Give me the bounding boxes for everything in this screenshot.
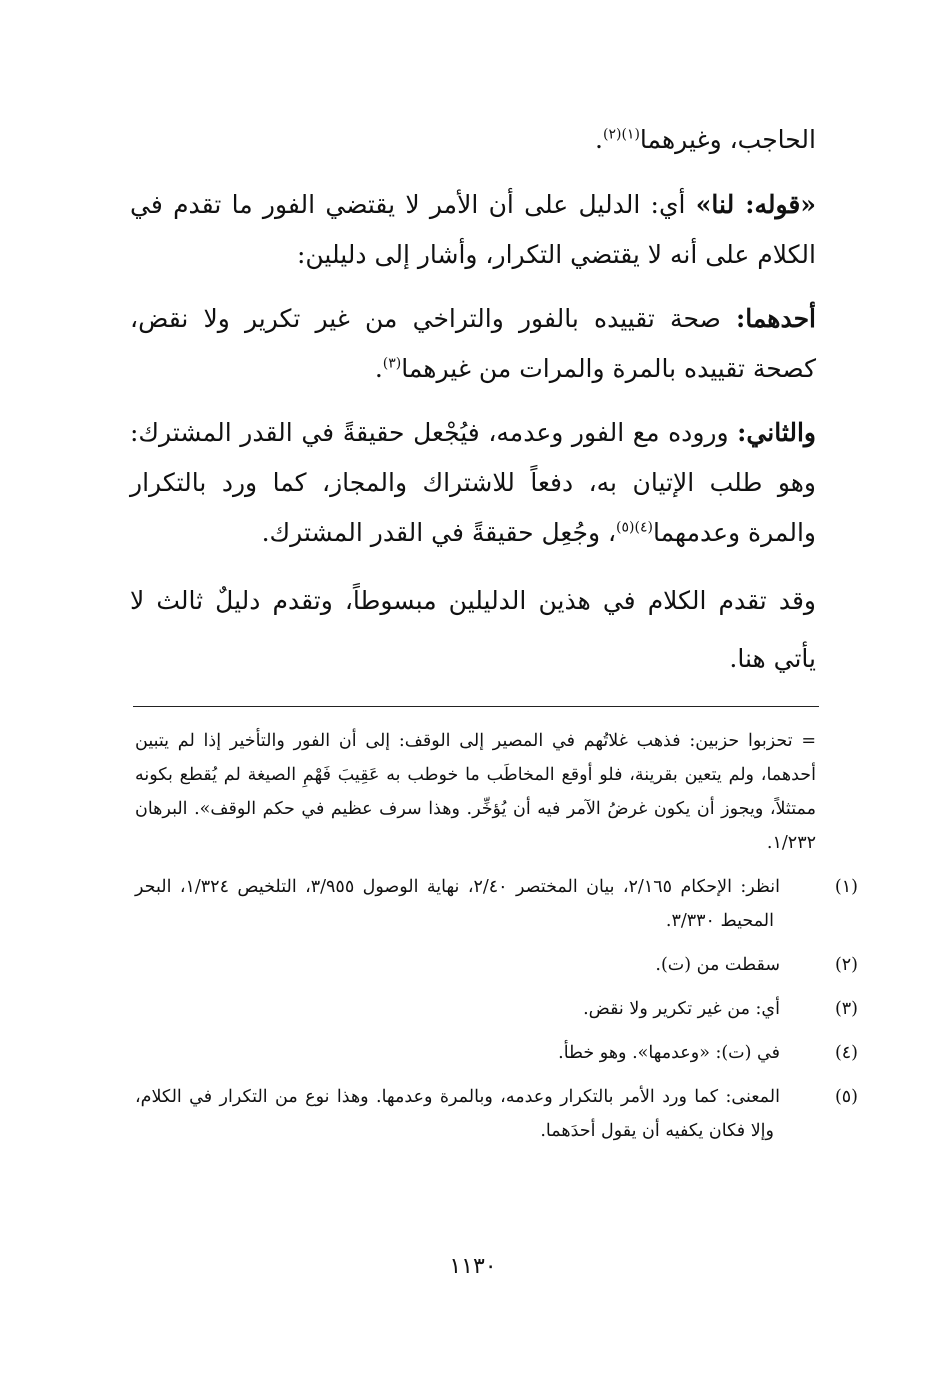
footnotes <box>135 724 858 1148</box>
footnote-number: (١) <box>834 877 858 897</box>
text-p0: الحاجب، وغيرهما <box>639 125 816 154</box>
lead-term: «قوله: لنا» <box>695 190 816 219</box>
footnote-number: (٤) <box>834 1043 858 1063</box>
footnote-ref: (١)(٢) <box>602 126 640 143</box>
footnote-ref: (٣) <box>382 355 402 372</box>
footnote-1 <box>135 870 858 938</box>
text-p1: أي: الدليل على أن الأمر لا يقتضي الفور ما تقدم في الكلام على أنه لا يقتضي التكرار، وأشار إلى دليلين: <box>130 190 816 269</box>
lead-term: أحدهما: <box>735 304 816 333</box>
body-text <box>130 115 816 688</box>
footnote-number: (٥) <box>834 1087 858 1107</box>
footnote-4 <box>135 1036 858 1070</box>
paragraph-2 <box>130 294 816 394</box>
footnote-number: (٢) <box>834 955 858 975</box>
text-p0-end: . <box>595 125 603 154</box>
page-number: ١١٣٠ <box>449 1254 497 1279</box>
footnote-text: المعنى: كما ورد الأمر بالتكرار وعدمه، وبالمرة وعدمها. وهذا نوع من التكرار في الكلام، وإلا فكان يكفيه أن يقول أحدَهما. <box>135 1087 780 1141</box>
footnote-ref: (٤)(٥) <box>616 519 653 536</box>
footnote-text: أي: من غير تكرير ولا نقض. <box>583 999 780 1019</box>
footnote-number: (٣) <box>834 999 858 1019</box>
paragraph-3 <box>130 408 816 558</box>
footnote-text: سقطت من (ت). <box>655 955 780 975</box>
footnote-3 <box>135 992 858 1026</box>
footnote-separator <box>133 706 819 707</box>
paragraph-4 <box>130 572 816 688</box>
text-p2: صحة تقييده بالفور والتراخي من غير تكرير ولا نقض، كصحة تقييده بالمرة والمرات من غيرهما <box>130 304 816 383</box>
paragraph-1 <box>130 180 816 280</box>
footnote-2 <box>135 948 858 982</box>
text-p3: وروده مع الفور وعدمه، فيُجْعل حقيقةً في القدر المشترك: وهو طلب الإتيان به، دفعاً للاشتراك والمجاز، كما ورد بالتكرار والمرة وعدمهما <box>130 418 816 547</box>
text-p2-end: . <box>374 354 383 383</box>
lead-term: والثاني: <box>737 418 816 447</box>
footnote-text: انظر: الإحكام ٢/١٦٥، بيان المختصر ٢/٤٠، نهاية الوصول ٣/٩٥٥، التلخيص ١/٣٢٤، البحر المحيط ٣/٣٣٠. <box>135 877 780 931</box>
text-p3-end: ، وجُعِل حقيقةً في القدر المشترك. <box>261 518 617 547</box>
footnote-continuation: = تحزبوا حزبين: فذهب غلاتُهم في المصير إلى الوقف: إلى أن الفور والتأخير إذا لم يتبين أحدهما، ولم يتعين بقرينة، فلو أوقع المخاطَب ما خوطب به عَقِيبَ فَهْمِ الصيغة لم يُقطع بكونه ممتثلاً، ويجوز أن يكون غرضُ الآمر فيه أن يُؤخِّر. وهذا سرف عظيم في حكم الوقف». البرهان ١/٢٣٢. <box>135 731 816 853</box>
footnote-text: في (ت): «وعدمها». وهو خطأ. <box>558 1043 780 1063</box>
paragraph-0 <box>130 115 816 165</box>
text-p4: وقد تقدم الكلام في هذين الدليلين مبسوطاً، وتقدم دليلٌ ثالث لا يأتي هنا. <box>130 586 816 673</box>
footnote-5 <box>135 1080 858 1148</box>
